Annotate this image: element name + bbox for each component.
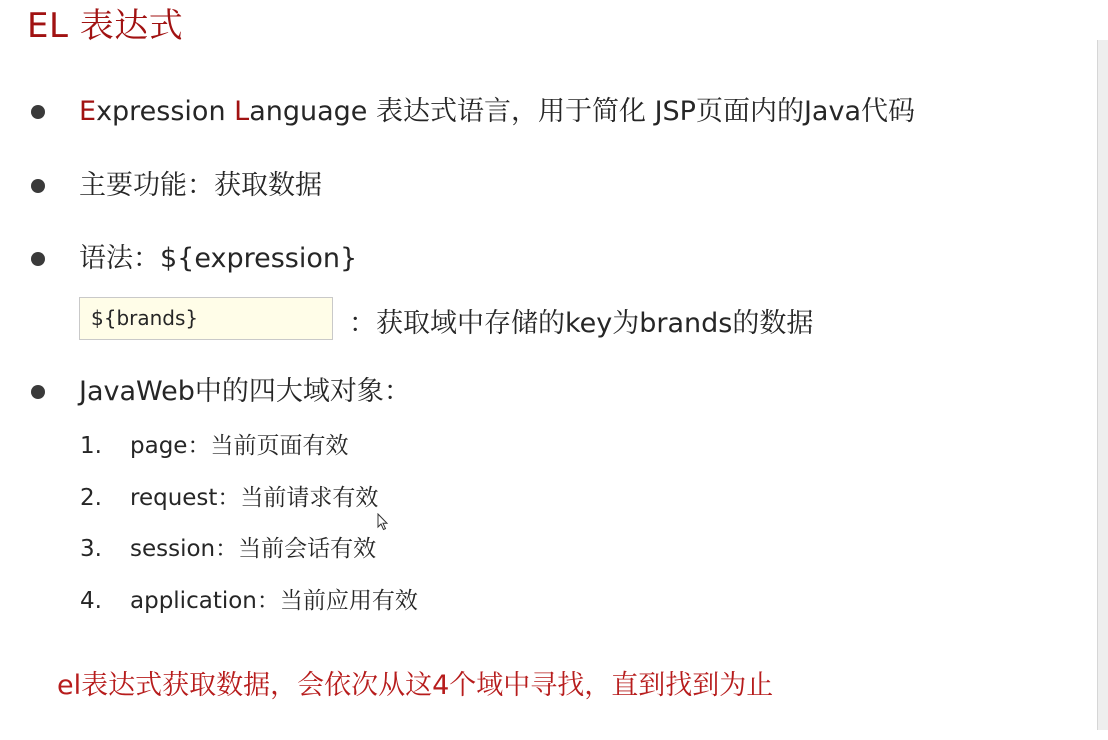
scrollbar-edge[interactable] xyxy=(1097,40,1108,730)
bullet-icon xyxy=(31,385,45,399)
scope-session: session：当前会话有效 xyxy=(130,536,377,562)
bullet-main-function: 主要功能：获取数据 xyxy=(79,170,322,201)
scope-number: 1. xyxy=(80,433,102,459)
bullet-icon xyxy=(31,179,45,193)
highlight-letter-l: L xyxy=(234,96,250,127)
text-expression: xpression xyxy=(96,96,235,127)
bullet-syntax: 语法：${expression} xyxy=(79,243,358,274)
bullet-icon xyxy=(31,105,45,119)
slide-title: EL 表达式 xyxy=(27,6,184,46)
mouse-pointer-icon xyxy=(377,513,389,531)
bullet-four-scopes: JavaWeb中的四大域对象： xyxy=(79,376,411,407)
bullet-expression-language xyxy=(79,94,915,130)
scope-number: 4. xyxy=(80,588,102,614)
scope-application: application：当前应用有效 xyxy=(130,588,418,614)
scope-number: 3. xyxy=(80,536,102,562)
lookup-order-note: el表达式获取数据，会依次从这4个域中寻找，直到找到为止 xyxy=(57,670,774,701)
scope-request: request：当前请求有效 xyxy=(130,485,379,511)
scope-page: page：当前页面有效 xyxy=(130,433,349,459)
scope-number: 2. xyxy=(80,485,102,511)
code-example-box: ${brands} xyxy=(79,297,333,340)
bullet-icon xyxy=(31,252,45,266)
text-language-desc: anguage 表达式语言，用于简化 JSP页面内的Java代码 xyxy=(249,96,915,127)
code-example-description: ：获取域中存储的key为brands的数据 xyxy=(349,308,814,339)
highlight-letter-e: E xyxy=(79,96,97,127)
